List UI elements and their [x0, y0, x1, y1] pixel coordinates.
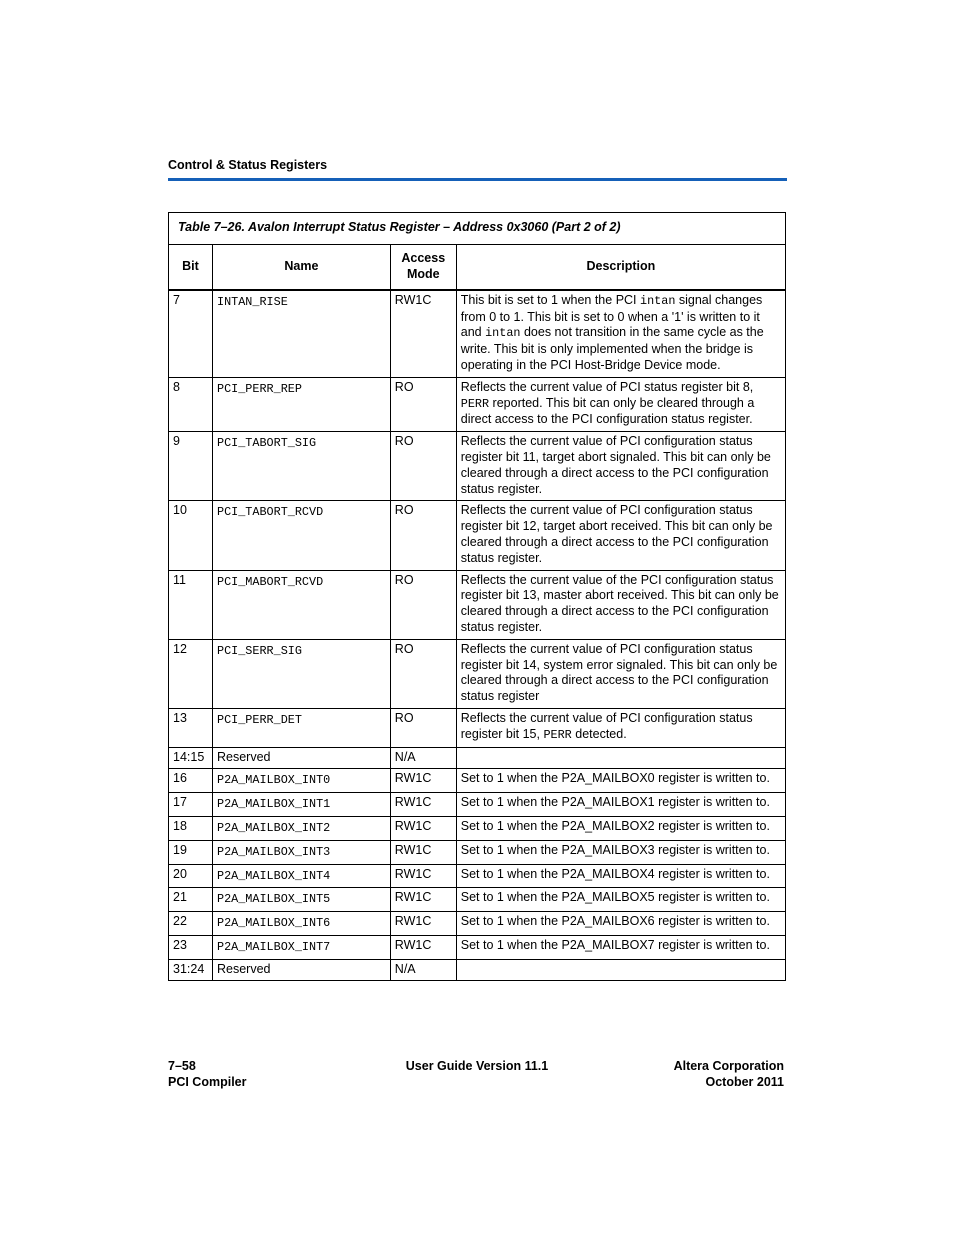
- name-cell: PCI_MABORT_RCVD: [212, 570, 390, 639]
- description-cell: [456, 639, 785, 708]
- signal-name: intan: [640, 293, 676, 308]
- name-cell: INTAN_RISE: [212, 290, 390, 377]
- name-cell: PCI_PERR_REP: [212, 377, 390, 431]
- bit-cell: 14:15: [169, 747, 213, 769]
- header-rule: [168, 178, 787, 181]
- description-cell: [456, 935, 785, 959]
- access-mode-cell: RW1C: [390, 816, 456, 840]
- bit-cell: 12: [169, 639, 213, 708]
- description-text: Reflects the current value of PCI configuration status register bit 11, target abort signaled. This bit can only be cleared through a direct access to the PCI configuration status register.: [460, 434, 771, 496]
- description-cell: [456, 912, 785, 936]
- description-cell: [456, 864, 785, 888]
- bit-cell: 7: [169, 290, 213, 377]
- table-row: [169, 840, 786, 864]
- name-cell: P2A_MAILBOX_INT0: [212, 769, 390, 793]
- name-cell: Reserved: [212, 959, 390, 981]
- description-cell: [456, 501, 785, 570]
- table-row: [169, 912, 786, 936]
- signal-name: intan: [485, 326, 521, 341]
- name-cell: P2A_MAILBOX_INT3: [212, 840, 390, 864]
- description-text: Set to 1 when the P2A_MAILBOX5 register is written to.: [460, 890, 770, 905]
- description-cell: [456, 840, 785, 864]
- access-mode-cell: RO: [390, 377, 456, 431]
- column-header-access-mode: [390, 244, 456, 290]
- bit-cell: 21: [169, 888, 213, 912]
- page-number: 7–58: [168, 1059, 196, 1073]
- access-header-line2: Mode: [406, 266, 440, 281]
- table-row: [169, 888, 786, 912]
- bit-cell: 31:24: [169, 959, 213, 981]
- access-mode-cell: N/A: [390, 747, 456, 769]
- name-cell: P2A_MAILBOX_INT4: [212, 864, 390, 888]
- name-cell: PCI_SERR_SIG: [212, 639, 390, 708]
- access-mode-cell: RO: [390, 708, 456, 747]
- description-text: Set to 1 when the P2A_MAILBOX1 register is written to.: [460, 795, 770, 810]
- table-row: [169, 639, 786, 708]
- access-mode-cell: RW1C: [390, 888, 456, 912]
- table-body: [169, 290, 786, 981]
- access-mode-cell: RO: [390, 432, 456, 501]
- description-text: reported. This bit can only be cleared through a direct access to the PCI configuration status register.: [460, 395, 755, 427]
- access-mode-cell: RW1C: [390, 793, 456, 817]
- description-cell: [456, 793, 785, 817]
- name-cell: P2A_MAILBOX_INT5: [212, 888, 390, 912]
- table-row: [169, 501, 786, 570]
- column-header-bit: Bit: [169, 244, 213, 290]
- bit-cell: 23: [169, 935, 213, 959]
- access-mode-cell: RO: [390, 570, 456, 639]
- description-text: Set to 1 when the P2A_MAILBOX2 register is written to.: [460, 818, 770, 833]
- table-row: [169, 290, 786, 377]
- signal-name: PERR: [460, 396, 490, 411]
- product-name: PCI Compiler: [168, 1074, 247, 1089]
- access-mode-cell: RW1C: [390, 290, 456, 377]
- access-header-line1: Access: [401, 251, 446, 265]
- name-cell: P2A_MAILBOX_INT6: [212, 912, 390, 936]
- bit-cell: 19: [169, 840, 213, 864]
- name-cell: P2A_MAILBOX_INT2: [212, 816, 390, 840]
- name-cell: PCI_TABORT_RCVD: [212, 501, 390, 570]
- bit-cell: 18: [169, 816, 213, 840]
- access-mode-cell: RW1C: [390, 864, 456, 888]
- bit-cell: 20: [169, 864, 213, 888]
- table-row: [169, 959, 786, 981]
- bit-cell: 10: [169, 501, 213, 570]
- description-cell: [456, 747, 785, 769]
- description-cell: [456, 290, 785, 377]
- description-text: Reflects the current value of PCI configuration status register bit 12, target abort received. This bit can only be cleared through a direct access to the PCI configuration status register.: [460, 503, 773, 565]
- table-row: [169, 816, 786, 840]
- description-text: Reflects the current value of PCI configuration status register bit 14, system error signaled. This bit can only be cleared through a direct access to the PCI configuration status register: [460, 641, 778, 704]
- name-cell: PCI_TABORT_SIG: [212, 432, 390, 501]
- table-row: [169, 708, 786, 747]
- bit-cell: 13: [169, 708, 213, 747]
- name-cell: Reserved: [212, 747, 390, 769]
- table-row: [169, 432, 786, 501]
- description-text: This bit is set to 1 when the PCI: [460, 292, 640, 307]
- description-cell: [456, 769, 785, 793]
- access-mode-cell: RO: [390, 501, 456, 570]
- access-mode-cell: RW1C: [390, 769, 456, 793]
- bit-cell: 8: [169, 377, 213, 431]
- column-header-description: Description: [456, 244, 785, 290]
- table-row: [169, 793, 786, 817]
- column-header-name: Name: [212, 244, 390, 290]
- table-row: [169, 864, 786, 888]
- description-text: Set to 1 when the P2A_MAILBOX6 register is written to.: [460, 914, 770, 929]
- description-text: Set to 1 when the P2A_MAILBOX3 register is written to.: [460, 842, 770, 857]
- bit-cell: 22: [169, 912, 213, 936]
- table-row: [169, 769, 786, 793]
- description-text: Reflects the current value of PCI status register bit 8,: [460, 379, 754, 394]
- description-text: Set to 1 when the P2A_MAILBOX4 register is written to.: [460, 866, 770, 881]
- signal-name: PERR: [543, 727, 572, 742]
- name-cell: PCI_PERR_DET: [212, 708, 390, 747]
- description-text: does not transition in the same cycle as the write. This bit is only implemented when the bridge is operating in the PCI Host-Bridge Device mode.: [460, 325, 764, 372]
- access-mode-cell: N/A: [390, 959, 456, 981]
- page-header: Control & Status Registers: [168, 158, 328, 172]
- description-cell: [456, 816, 785, 840]
- table-row: [169, 935, 786, 959]
- description-text: Reflects the current value of the PCI configuration status register bit 13, master abort received. This bit can only be cleared through a direct access to the PCI configuration status register.: [460, 572, 779, 634]
- name-cell: P2A_MAILBOX_INT7: [212, 935, 390, 959]
- description-cell: [456, 570, 785, 639]
- description-cell: [456, 708, 785, 747]
- description-cell: [456, 377, 785, 431]
- table-row: [169, 377, 786, 431]
- access-mode-cell: RW1C: [390, 935, 456, 959]
- description-cell: [456, 959, 785, 981]
- description-text: Set to 1 when the P2A_MAILBOX0 register is written to.: [460, 771, 770, 786]
- description-text: signal changes from 0 to 1. This bit is set to 0 when a '1' is written to it and: [460, 292, 763, 340]
- description-cell: [456, 888, 785, 912]
- table-row: [169, 570, 786, 639]
- register-table: [168, 212, 786, 981]
- bit-cell: 16: [169, 769, 213, 793]
- table-caption: Table 7–26. Avalon Interrupt Status Register – Address 0x3060 (Part 2 of 2): [169, 213, 786, 245]
- footer-right: [674, 1059, 784, 1090]
- description-text: detected.: [571, 726, 627, 741]
- description-text: Reflects the current value of PCI configuration status register bit 15,: [460, 710, 753, 741]
- access-mode-cell: RO: [390, 639, 456, 708]
- bit-cell: 17: [169, 793, 213, 817]
- description-cell: [456, 432, 785, 501]
- description-text: Set to 1 when the P2A_MAILBOX7 register is written to.: [460, 937, 770, 952]
- access-mode-cell: RW1C: [390, 912, 456, 936]
- name-cell: P2A_MAILBOX_INT1: [212, 793, 390, 817]
- bit-cell: 11: [169, 570, 213, 639]
- company-name: Altera Corporation: [673, 1059, 784, 1073]
- footer-version: User Guide Version 11.1: [405, 1059, 549, 1073]
- bit-cell: 9: [169, 432, 213, 501]
- table-row: [169, 747, 786, 769]
- access-mode-cell: RW1C: [390, 840, 456, 864]
- publish-date: October 2011: [705, 1074, 784, 1089]
